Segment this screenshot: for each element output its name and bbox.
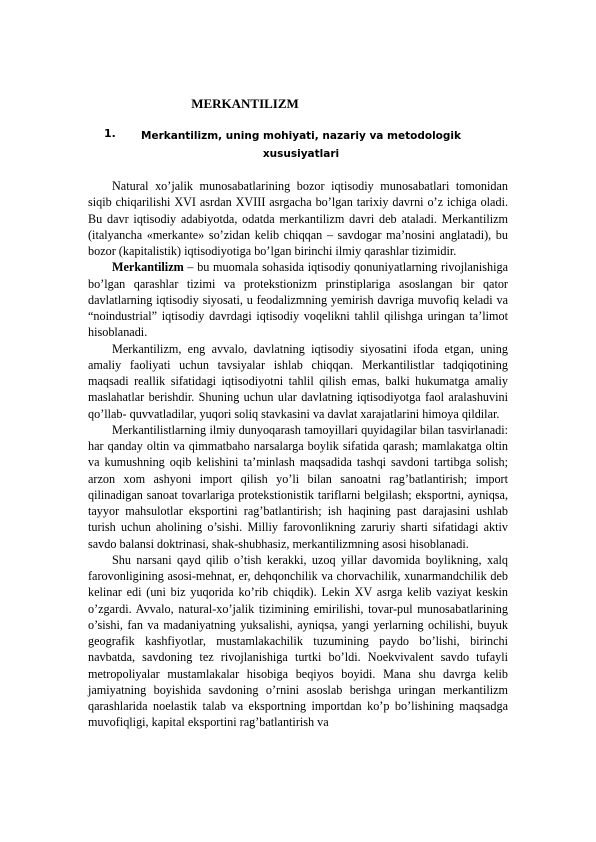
paragraph-1: Natural xo’jalik munosabatlarining bozor iqtisodiy munosabatlari tomonidan siqib chiqarilishi XVI asrdan XVIII asrgacha bo’lgan tarixiy davrni o’z ichiga oladi. Bu davr iqtisodiy adabiyotda, odatda merkantilizm davri deb ataladi. Merkantilizm (italyancha «merkante» so’zidan kelib chiqqan – savdogar ma’nosini anglatadi), bu bozor (kapitalistik) iqtisodiyotiga bo’lgan birinchi ilmiy qarashlar tizimidir.	[88, 179, 508, 258]
body-text	[88, 178, 508, 731]
section-title: Merkantilizm, uning mohiyati, nazariy va metodologik xususiyatlari	[141, 130, 461, 160]
term-merkantilizm: Merkantilizm	[112, 260, 184, 275]
section-number: 1.	[104, 127, 116, 140]
paragraph-2-text: – bu muomala sohasida iqtisodiy qonuniyatlarning rivojlanishiga bo’lgan qarashlar tizimi va protekstionizm prinstiplariga asoslangan bir qator davlatlarning iqtisodiy siyosati, u feodalizmning yemirish davriga muvofiq keladi va “noindustrial” iqtisodiy davrdagi iqtisodiy voqelikni tahlil qilishga uringan ta’limot hisoblanadi.	[88, 260, 508, 340]
paragraph-2	[88, 259, 508, 340]
paragraph-5: Shu narsani qayd qilib o’tish kerakki, uzoq yillar davomida boylikning, xalq farovonligining asosi-mehnat, er, dehqonchilik va chorvachilik, xunarmandchilik deb kelinar edi (uni biz yuqorida ko’rib chiqdik). Lekin XV asrga kelib vaziyat keskin o’zgardi. Avvalo, natural-xo’jalik tizimining emirilishi, tovar-pul munosabatlarining o’sishi, fan va madaniyatning yuksalishi, ayniqsa, yangi yerlarning ochilishi, buyuk geografik kashfiyotlar, mustamlakachilik tuzumining paydo bo’lishi, birinchi navbatda, savdoning tez rivojlanishiga turtki bo’ldi. Noekvivalent savdo tufayli metropoliyalar mustamlakalar hisobiga beqiyos boyidi. Mana shu davrga kelib jamiyatning boyishida savdoning o’rnini asoslab berishga uringan merkantilizm qarashlarida noelastik talab va eksportning importdan ko’p bo’lishining maqsadga muvofiqligi, kapital eksportini rag’batlantirish va	[88, 552, 508, 730]
paragraph-4: Merkantilistlarning ilmiy dunyoqarash tamoyillari quyidagilar bilan tasvirlanadi: har qanday oltin va qimmatbaho narsalarga boylik sifatida qarash; mamlakatga oltin va kumushning oqib kelishini ta’minlash maqsadida tashqi savdoni tartibga solish; arzon xom ashyoni import qilish yo’li bilan sanoatni rag’batlantirish; import qilinadigan sanoat tovarlariga protekstionistik tariflarni belgilash; eksportni, ayniqsa, tayyor mahsulotlar eksportini rag’batlantirish; ish haqining past darajasini ushlab turish uchun aholining o’sishi. Milliy farovonlikning zaruriy sharti sifatidagi aktiv savdo balansi doktrinasi, shak-shubhasiz, merkantilizmning asosi hisoblanadi.	[88, 422, 508, 551]
document-title: MERKANTILIZM	[191, 96, 299, 111]
paragraph-3: Merkantilizm, eng avvalo, davlatning iqtisodiy siyosatini ifoda etgan, uning amaliy faoliyati uchun tavsiyalar ishlab chiqqan. Merkantilistlar tadqiqotining maqsadi reallik sifatidagi iqtisodiyotni tahlil qilish emas, balki hukumatga amaliy maslahatlar berishdir. Shuning uchun ular davlatning iqtisodiyotga faol aralashuvini qo’llab- quvvatladilar, yuqori soliq stavkasini va davlat xarajatlarini himoya qildilar.	[88, 341, 508, 421]
